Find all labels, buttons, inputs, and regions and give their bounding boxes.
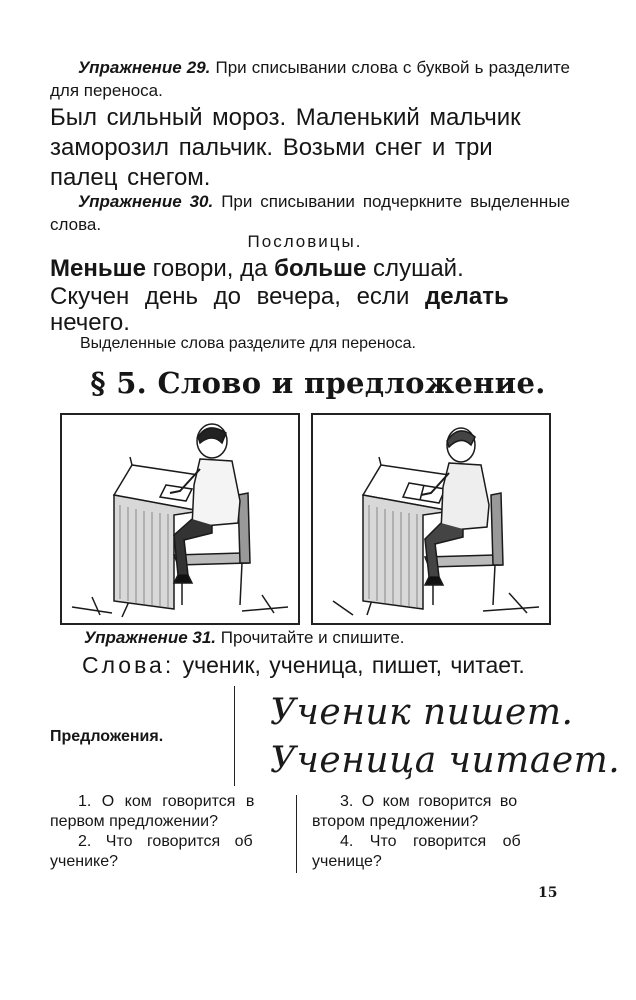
- words-label: Слова:: [82, 652, 175, 678]
- question-2-line-2: ученике?: [50, 853, 118, 870]
- section-title: § 5. Слово и предложение.: [90, 366, 546, 400]
- girl-at-desk-drawing: [313, 415, 549, 623]
- illustration-girl-reading: [311, 413, 551, 625]
- proverb-1: [50, 254, 580, 284]
- page-number: 15: [538, 885, 558, 901]
- exercise-29-label: Упражнение 29.: [78, 58, 211, 77]
- proverb-1-bold-1: Меньше: [50, 255, 146, 282]
- exercise-29-instruction: [50, 56, 570, 102]
- question-4-line-2: ученице?: [312, 853, 382, 870]
- question-1-line-1: 1. О ком говорится в: [78, 793, 255, 810]
- proverb-2-continuation: нечего.: [50, 309, 130, 336]
- proverb-1-part-2: говори, да: [145, 255, 275, 282]
- questions-right: [312, 792, 556, 872]
- question-2-line-1: 2. Что говорится об: [78, 833, 253, 850]
- questions-divider: [296, 795, 297, 873]
- exercise-29-line-3: палец снегом.: [50, 164, 211, 191]
- proverb-2-bold: делать: [425, 283, 509, 310]
- exercise-29-line-2: заморозил пальчик. Возьми снег и три: [50, 134, 493, 161]
- proverbs-title: Пословицы.: [247, 232, 363, 251]
- questions-left: [50, 792, 290, 872]
- proverb-1-part-4: слушай.: [366, 255, 464, 282]
- sentences-label: Предложения.: [50, 728, 164, 745]
- boy-at-desk-drawing: [62, 415, 298, 623]
- exercise-31-instruction: [84, 626, 584, 649]
- exercise-30-instruction-text: При списывании подчеркните выделенные слова.: [50, 192, 570, 234]
- question-3-line-2: втором предложении?: [312, 813, 479, 830]
- exercise-30-label: Упражнение 30.: [78, 192, 214, 211]
- exercise-30-note: Выделенные слова разделите для переноса.: [80, 335, 416, 352]
- question-1-line-2: первом предложении?: [50, 813, 219, 830]
- question-3-line-1: 3. О ком говорится во: [340, 793, 518, 810]
- exercise-31-label: Упражнение 31.: [84, 628, 217, 647]
- words-list: ученик, ученица, пишет, читает.: [174, 652, 525, 678]
- exercise-29-text: [50, 103, 580, 193]
- handwritten-sentence-1: Ученик пишет.: [270, 692, 574, 733]
- question-4-line-1: 4. Что говорится об: [340, 833, 521, 850]
- proverb-1-bold-2: больше: [274, 255, 367, 282]
- exercise-31-instruction-text: Прочитайте и спишите.: [220, 628, 405, 647]
- words-line: [82, 650, 525, 680]
- handwritten-sentence-2: Ученица читает.: [270, 740, 621, 781]
- proverb-2-part-1: Скучен день до вечера, если: [50, 283, 426, 310]
- illustration-boy-writing: [60, 413, 300, 625]
- exercise-29-instruction-text: При списывании слова с буквой ь разделите для переноса.: [50, 58, 571, 100]
- vertical-divider: [234, 686, 235, 786]
- exercise-30-instruction: [50, 190, 570, 236]
- exercise-29-line-1: Был сильный мороз. Маленький мальчик: [50, 104, 521, 131]
